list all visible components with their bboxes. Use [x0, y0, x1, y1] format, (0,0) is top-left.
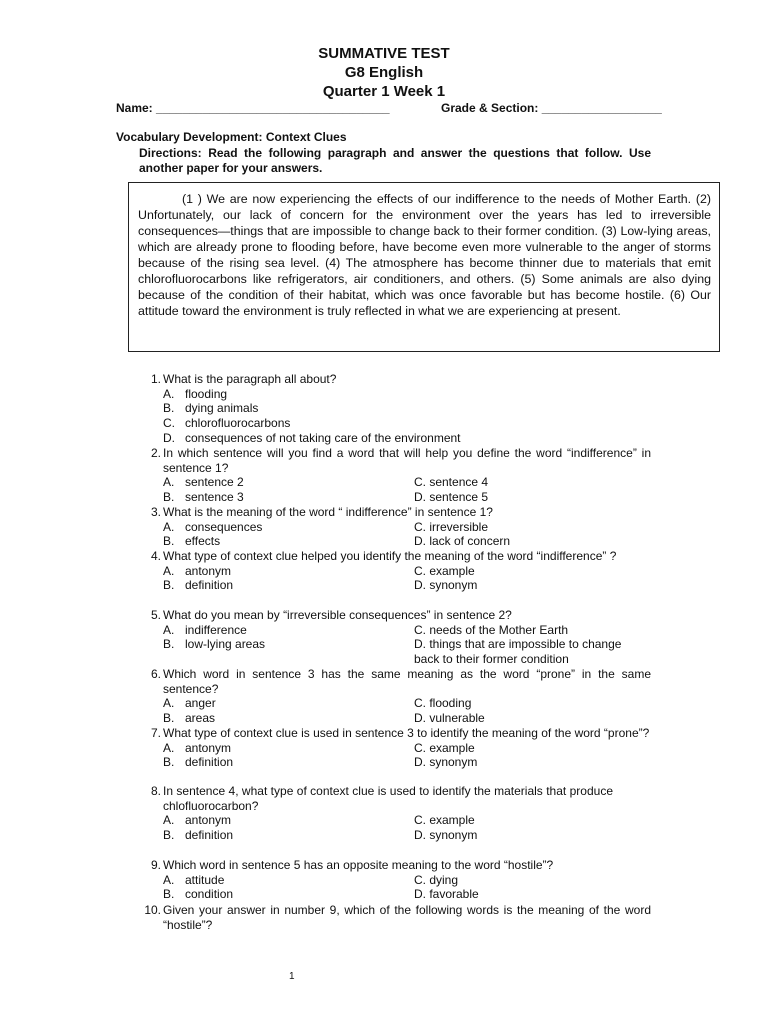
option-b[interactable]: definition [185, 578, 234, 593]
option-d[interactable]: D. synonym [414, 828, 478, 843]
question-number: 7. [150, 726, 161, 740]
option-a[interactable]: consequences [185, 519, 263, 534]
option-b-letter[interactable]: B. [163, 755, 175, 770]
option-c[interactable]: C. flooding [414, 696, 472, 711]
question-3 [139, 505, 651, 549]
option-row [163, 813, 651, 828]
option-b[interactable]: effects [185, 534, 221, 549]
option-row [163, 711, 651, 726]
question-text: What type of context clue helped you identify the meaning of the word “indifference” ? [163, 549, 617, 563]
option-b[interactable]: areas [185, 711, 216, 726]
option-row [163, 755, 651, 770]
question-text: What is the paragraph all about? [163, 372, 337, 386]
option-a-letter[interactable]: A. [163, 813, 175, 828]
question-5 [139, 608, 651, 667]
option-a-letter[interactable]: A. [163, 872, 175, 887]
question-8 [139, 784, 651, 843]
question-2 [139, 446, 651, 505]
option-a-letter[interactable]: A. [163, 475, 175, 490]
option-row [163, 741, 651, 756]
option-b[interactable]: B. dying animals [163, 401, 259, 416]
question-text: In which sentence will you find a word that will help you define the word “indifference” in sentence 1? [163, 446, 651, 475]
question-text: Which word in sentence 3 has the same meaning as the word “prone” in the same sentence? [163, 667, 651, 696]
option-a-letter[interactable]: A. [163, 519, 175, 534]
title-block [0, 44, 768, 101]
option-a[interactable]: antonym [185, 563, 232, 578]
option-row [163, 564, 651, 579]
option-d[interactable]: D. things that are impossible to change back to their former condition [414, 637, 622, 667]
option-c[interactable]: C. chlorofluorocarbons [163, 416, 291, 431]
question-text: Which word in sentence 5 has an opposite meaning to the word “hostile”? [163, 858, 554, 872]
option-row [163, 623, 651, 638]
option-row [163, 828, 651, 843]
option-a-letter[interactable]: A. [163, 740, 175, 755]
question-7 [139, 726, 651, 770]
passage-text: (1 ) We are now experiencing the effects of our indifference to the needs of Mother Earth. (2) Unfortunately, our lack of concern for the environment over the years has led to irreversible consequences—things that are impossible to change back to their former condition. (3) Low-lying areas, which are already prone to flooding before, have become even more vulnerable to the anger of storms because of the rising sea level. (4) The atmosphere has become thinner due to materials that emit chlorofluorocarbons like refrigerators, air conditioners, and others. (5) Some animals are also dying because of the condition of their habitat, which was once favorable but has become hostile. (6) Our attitude toward the environment is truly reflected in what we are experiencing at present. [138, 192, 711, 318]
option-row [163, 637, 651, 666]
option-a[interactable]: A. flooding [163, 386, 228, 401]
page-number: 1 [289, 971, 295, 982]
passage-box [128, 182, 720, 352]
grade-section-field[interactable]: Grade & Section: __________________ [441, 101, 662, 115]
option-row [163, 578, 651, 593]
question-9 [139, 858, 651, 902]
option-c[interactable]: C. example [414, 740, 475, 755]
option-b[interactable]: low-lying areas [185, 637, 266, 652]
question-number: 10. [144, 903, 161, 917]
option-d[interactable]: D. synonym [414, 578, 478, 593]
name-field[interactable]: Name: ___________________________________ [116, 101, 390, 115]
option-b-letter[interactable]: B. [163, 637, 175, 652]
question-4 [139, 549, 651, 593]
directions: Directions: Read the following paragraph and answer the questions that follow. Use another paper for your answers. [139, 146, 651, 175]
option-row [163, 696, 651, 711]
question-number: 9. [150, 858, 161, 872]
option-c[interactable]: C. example [414, 563, 475, 578]
question-number: 4. [150, 549, 161, 563]
option-b-letter[interactable]: B. [163, 887, 175, 902]
option-c[interactable]: C. example [414, 813, 475, 828]
question-number: 3. [150, 505, 161, 519]
option-d[interactable]: D. favorable [414, 887, 479, 902]
option-c[interactable]: C. needs of the Mother Earth [414, 622, 569, 637]
option-c[interactable]: C. irreversible [414, 519, 489, 534]
question-6 [139, 667, 651, 726]
option-a[interactable]: attitude [185, 872, 225, 887]
option-row [163, 887, 651, 902]
question-text: In sentence 4, what type of context clue is used to identify the materials that produce chlofluorocarbon? [163, 784, 613, 813]
question-text: What is the meaning of the word “ indifference” in sentence 1? [163, 505, 493, 519]
quarter-title: Quarter 1 Week 1 [322, 83, 446, 100]
option-d[interactable]: D. sentence 5 [414, 490, 489, 505]
option-d[interactable]: D. consequences of not taking care of the environment [163, 430, 461, 445]
option-b-letter[interactable]: B. [163, 534, 175, 549]
option-b[interactable]: definition [185, 755, 234, 770]
option-a[interactable]: indifference [185, 622, 247, 637]
option-a[interactable]: anger [185, 696, 216, 711]
question-number: 5. [150, 608, 161, 622]
option-c[interactable]: C. sentence 4 [414, 475, 489, 490]
option-b-letter[interactable]: B. [163, 711, 175, 726]
question-number: 6. [150, 667, 161, 681]
option-row [163, 475, 651, 490]
option-b[interactable]: sentence 3 [185, 490, 244, 505]
option-a[interactable]: antonym [185, 740, 232, 755]
option-row [163, 873, 651, 888]
question-10 [139, 903, 651, 932]
name-row [116, 101, 662, 115]
option-a-letter[interactable]: A. [163, 563, 175, 578]
option-b[interactable]: definition [185, 828, 234, 843]
question-number: 1. [150, 372, 161, 386]
option-a[interactable]: antonym [185, 813, 232, 828]
option-b-letter[interactable]: B. [163, 578, 175, 593]
test-title: SUMMATIVE TEST [318, 45, 450, 62]
option-b-letter[interactable]: B. [163, 490, 175, 505]
question-number: 2. [150, 446, 161, 460]
option-d[interactable]: D. vulnerable [414, 711, 485, 726]
option-d[interactable]: D. lack of concern [414, 534, 511, 549]
question-text: What type of context clue is used in sentence 3 to identify the meaning of the word “prone”? [163, 726, 650, 740]
question-number: 8. [150, 784, 161, 798]
option-a[interactable]: sentence 2 [185, 475, 244, 490]
option-d[interactable]: D. synonym [414, 755, 478, 770]
option-b[interactable]: condition [185, 887, 234, 902]
section-title: Vocabulary Development: Context Clues [116, 130, 347, 144]
option-row [163, 520, 651, 535]
option-a-letter[interactable]: A. [163, 622, 175, 637]
option-b-letter[interactable]: B. [163, 828, 175, 843]
option-c[interactable]: C. dying [414, 872, 459, 887]
option-row [163, 490, 651, 505]
subject-title: G8 English [344, 64, 424, 81]
option-row [163, 534, 651, 549]
question-1 [139, 372, 651, 445]
option-a-letter[interactable]: A. [163, 696, 175, 711]
question-text: What do you mean by “irreversible consequences” in sentence 2? [163, 608, 512, 622]
question-text: Given your answer in number 9, which of the following words is the meaning of the word “hostile”? [163, 903, 651, 932]
